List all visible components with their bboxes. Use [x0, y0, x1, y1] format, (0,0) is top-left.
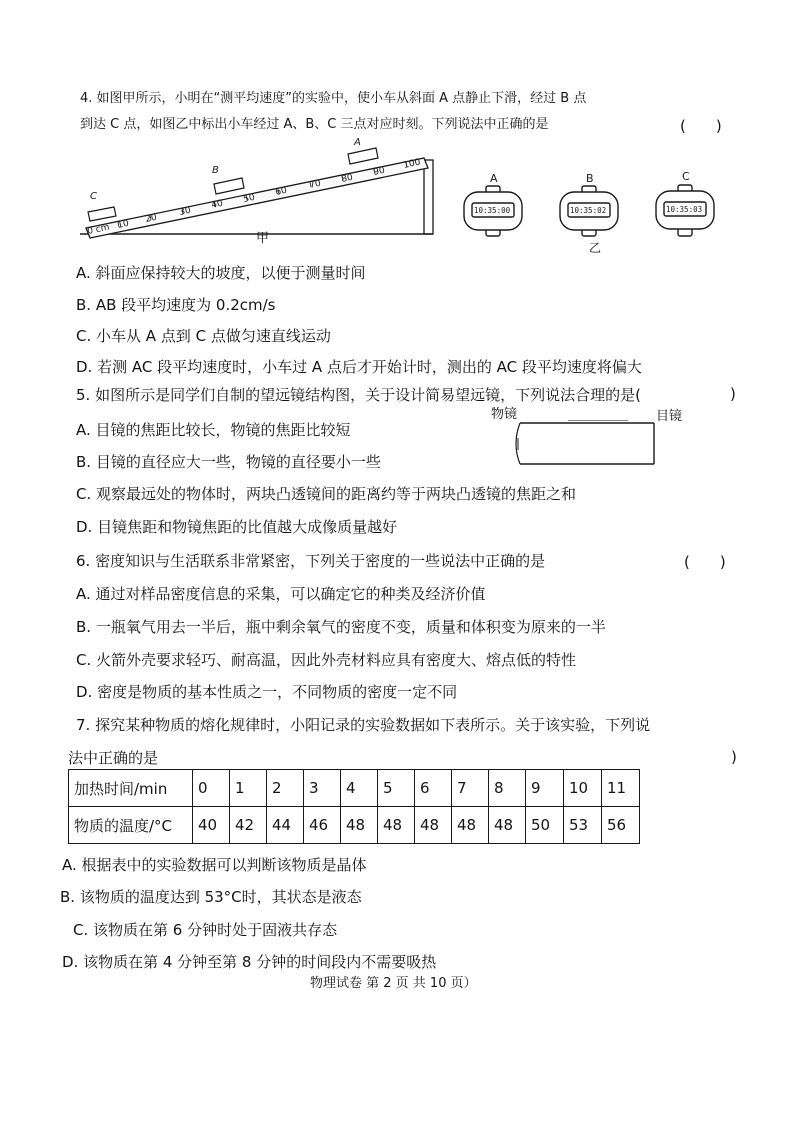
q7-answer-paren: )	[731, 748, 737, 766]
q7-stem-line1: 7. 探究某种物质的熔化规律时，小阳记录的实验数据如下表所示。关于该实验，下列说	[76, 716, 651, 734]
table-cell: 48	[378, 807, 415, 844]
cart-at-a	[348, 148, 378, 164]
table-cell: 44	[267, 807, 304, 844]
table-cell: 40	[193, 807, 230, 844]
table-row-temperature	[69, 807, 640, 844]
fig-caption-yi: 乙	[589, 241, 602, 255]
q4-option-a[interactable]: A. 斜面应保持较大的坡度，以便于测量时间	[76, 264, 366, 282]
q6-option-c[interactable]: C. 火箭外壳要求轻巧、耐高温，因此外壳材料应具有密度大、熔点低的特性	[76, 651, 577, 669]
clock-time-a: 10:35:00	[474, 206, 511, 215]
ruler-tick: 100	[402, 157, 422, 171]
ruler-tick: 30	[178, 205, 192, 218]
ruler-tick: 0 cm	[86, 222, 111, 237]
clock-label-c: C	[682, 170, 690, 183]
objective-label: 物镜	[491, 407, 518, 422]
q4-option-b[interactable]: B. AB 段平均速度为 0.2cm/s	[76, 296, 276, 314]
fig-caption-jia: 甲	[256, 231, 270, 246]
table-cell: 50	[526, 807, 564, 844]
cart-at-b	[214, 178, 244, 194]
telescope-figure	[508, 420, 658, 468]
q6-answer-paren: ( )	[684, 553, 726, 571]
q5-stem: 5. 如图所示是同学们自制的望远镜结构图，关于设计简易望远镜，下列说法合理的是(	[76, 386, 641, 404]
clock-label-b: B	[586, 172, 594, 185]
clock-time-c: 10:35:03	[666, 205, 703, 214]
ruler-tick: 80	[340, 172, 354, 185]
table-cell: 42	[230, 807, 267, 844]
table-cell: 1	[230, 770, 267, 807]
q4-answer-paren: ( )	[680, 117, 722, 135]
table-cell: 2	[267, 770, 304, 807]
ruler-tick: 90	[372, 165, 386, 178]
table-cell: 0	[193, 770, 230, 807]
ruler-tick: 60	[274, 185, 288, 198]
q4-stem-line2: 到达 C 点，如图乙中标出小车经过 A、B、C 三点对应时刻。下列说法中正确的是	[80, 117, 549, 132]
q7-option-b[interactable]: B. 该物质的温度达到 53°C时，其状态是液态	[60, 888, 362, 906]
ramp-label-c: C	[90, 191, 97, 202]
table-cell: 8	[489, 770, 526, 807]
table-cell: 46	[304, 807, 341, 844]
table-cell: 48	[489, 807, 526, 844]
q5-option-b[interactable]: B. 目镜的直径应大一些，物镜的直径要小一些	[76, 453, 381, 471]
q4-option-d[interactable]: D. 若测 AC 段平均速度时，小车过 A 点后才开始计时，测出的 AC 段平均速度将偏大	[76, 358, 642, 376]
table-cell: 4	[341, 770, 378, 807]
q7-stem-line2: 法中正确的是	[68, 749, 159, 767]
table-cell: 53	[564, 807, 602, 844]
q7-option-c[interactable]: C. 该物质在第 6 分钟时处于固液共存态	[73, 921, 338, 939]
q5-option-d[interactable]: D. 目镜焦距和物镜焦距的比值越大成像质量越好	[76, 518, 398, 536]
q5-option-c[interactable]: C. 观察最远处的物体时，两块凸透镜间的距离约等于两块凸透镜的焦距之和	[76, 485, 577, 503]
q5-option-a[interactable]: A. 目镜的焦距比较长，物镜的焦距比较短	[76, 421, 351, 439]
q4-stem-line1: 4. 如图甲所示，小明在“测平均速度”的实验中，使小车从斜面 A 点静止下滑，经过 B 点	[80, 91, 587, 106]
ramp-figure	[78, 138, 438, 243]
q6-stem: 6. 密度知识与生活联系非常紧密，下列关于密度的一些说法中正确的是	[76, 552, 546, 570]
ruler-tick: 40	[210, 198, 224, 211]
ruler-tick: 20	[144, 212, 158, 225]
cart-at-c	[88, 207, 116, 221]
ruler-tick: 10	[116, 218, 130, 231]
table-cell: 7	[452, 770, 489, 807]
table-cell: 9	[526, 770, 564, 807]
q6-option-d[interactable]: D. 密度是物质的基本性质之一，不同物质的密度一定不同	[76, 683, 458, 701]
melting-data-table	[68, 769, 640, 844]
ramp-label-b: B	[212, 165, 219, 176]
ramp-label-a: A	[354, 138, 361, 148]
table-cell: 3	[304, 770, 341, 807]
q5-answer-paren: )	[730, 385, 736, 403]
q4-option-c[interactable]: C. 小车从 A 点到 C 点做匀速直线运动	[76, 327, 331, 345]
page-footer: 物理试卷 第 2 页 共 10 页）	[310, 976, 477, 991]
table-header-time: 加热时间/min	[69, 770, 193, 807]
table-cell: 5	[378, 770, 415, 807]
clock-time-b: 10:35:02	[570, 206, 607, 215]
table-cell: 10	[564, 770, 602, 807]
table-cell: 11	[602, 770, 640, 807]
table-cell: 48	[415, 807, 452, 844]
clock-label-a: A	[490, 172, 498, 185]
q7-option-a[interactable]: A. 根据表中的实验数据可以判断该物质是晶体	[62, 856, 367, 874]
table-cell: 48	[452, 807, 489, 844]
table-cell: 56	[602, 807, 640, 844]
q6-option-a[interactable]: A. 通过对样品密度信息的采集，可以确定它的种类及经济价值	[76, 585, 486, 603]
table-row-time	[69, 770, 640, 807]
ruler-tick: 70	[308, 178, 322, 191]
ruler-tick: 50	[242, 192, 256, 205]
eyepiece-label: 目镜	[656, 409, 683, 424]
q6-option-b[interactable]: B. 一瓶氧气用去一半后，瓶中剩余氧气的密度不变，质量和体积变为原来的一半	[76, 618, 606, 636]
table-cell: 6	[415, 770, 452, 807]
q7-option-d[interactable]: D. 该物质在第 4 分钟至第 8 分钟的时间段内不需要吸热	[62, 953, 437, 971]
table-header-temperature: 物质的温度/°C	[69, 807, 193, 844]
table-cell: 48	[341, 807, 378, 844]
